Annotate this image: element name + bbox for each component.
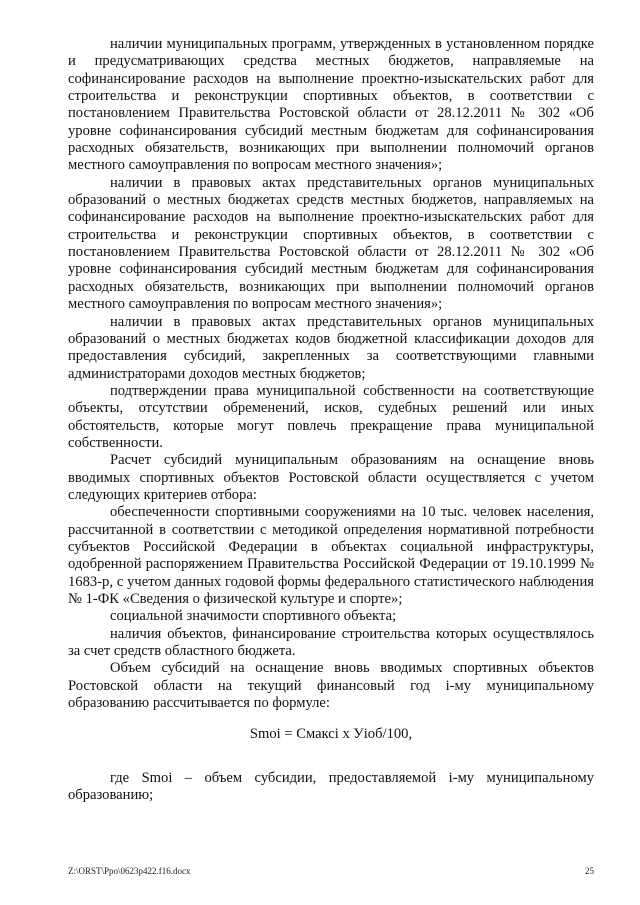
paragraph-7: социальной значимости спортивного объекта; — [110, 608, 397, 625]
paragraph-1: наличии муниципальных программ, утвержденных в установленном порядке и предусматривающих средства местных бюджетов, направляемые на софинансирование расходов на выполнение проектно-изыскательских работ для строительства и реконструкции спортивных объектов, в соответствии с постановлением Правительства Ростовской области от 28.12.2011 № 302 «Об уровне софинансирования субсидий местным бюджетам для софинансирования расходных обязательств, возникающих при выполнении полномочий органов местного самоуправления по вопросам местного значения»; — [68, 36, 594, 174]
document-page — [68, 36, 594, 804]
paragraph-3: наличии в правовых актах представительных органов муниципальных образований о местных бюджетах кодов бюджетной классификации доходов для предоставления субсидий, закрепленных за соответствующими главными администраторами доходов местных бюджетов; — [68, 313, 594, 382]
footer-file-path: Z:\ORST\Ppo\0623p422.f16.docx — [68, 866, 191, 876]
paragraph-8: наличия объектов, финансирование строительства которых осуществлялось за счет средств областного бюджета. — [68, 625, 594, 660]
paragraph-2: наличии в правовых актах представительных органов муниципальных образований о местных бюджетах средств местных бюджетов, направляемых на софинансирование расходов на выполнение проектно-изыскательских работ для строительства и реконструкции спортивных объектов, в соответствии с постановлением Правительства Ростовской области от 28.12.2011 № 302 «Об уровне софинансирования субсидий местным бюджетам для софинансирования расходных обязательств, возникающих при выполнении полномочий органов местного самоуправления по вопросам местного значения»; — [68, 174, 594, 313]
paragraph-6: обеспеченности спортивными сооружениями на 10 тыс. человек населения, рассчитанной в соответствии с методикой определения нормативной потребности субъектов Российской Федерации в объектах социальной инфраструктуры, одобренной распоряжением Правительства Российской Федерации от 19.10.1999 № 1683-р, с учетом данных годовой формы федерального статистического наблюдения № 1-ФК «Сведения о физической культуре и спорте»; — [68, 504, 594, 607]
formula: Smoi = Смаксi х Уioб/100, — [249, 726, 413, 743]
page-number: 25 — [585, 866, 594, 876]
paragraph-after-formula: где Smoi – объем субсидии, предоставляемой i-му муниципальному образованию; — [68, 769, 594, 804]
paragraph-9: Объем субсидий на оснащение вновь вводимых спортивных объектов Ростовской области на текущий финансовый год i-му муниципальному образованию рассчитывается по формуле: — [68, 660, 594, 712]
paragraph-5: Расчет субсидий муниципальным образованиям на оснащение вновь вводимых спортивных объектов Ростовской области осуществляется с учетом следующих критериев отбора: — [68, 452, 594, 503]
paragraph-4: подтверждении права муниципальной собственности на соответствующие объекты, отсутствии обременений, исков, судебных решений или иных обстоятельств, которые могут повлечь прекращение права муниципальной собственности. — [68, 382, 594, 451]
